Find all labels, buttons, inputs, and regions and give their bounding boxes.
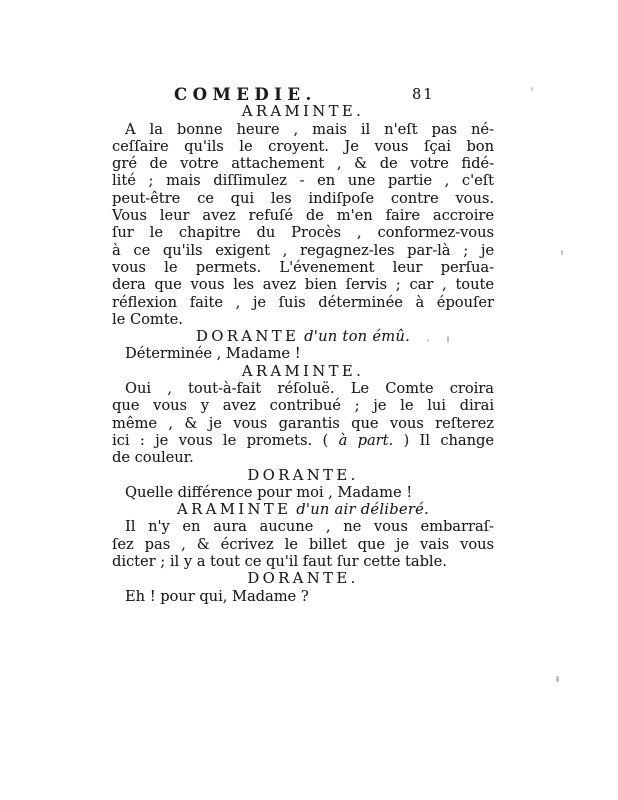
scan-speck [447,336,449,343]
speech-line: même , & je vous garantis que vous reſterez [112,414,494,432]
text-block [112,86,494,605]
stage-direction: d'un ton émû. [299,328,411,346]
speech-line: Vous leur avez refuſé de m'en faire accroire [112,207,494,225]
stage-direction: d'un air déliberé. [291,501,429,519]
speech-line: peut-être ce qui les indiſpoſe contre vous. [112,189,494,207]
speech-line: Eh ! pour qui, Madame ? [125,587,309,605]
speaker-name: DORANTE. [247,466,359,484]
speech-line: Il n'y en aura aucune , ne vous embarraſ- [125,518,494,536]
speech-line: à ce qu'ils exigent , regagnez-les par-là ; je [112,241,494,259]
scan-speck [561,250,563,255]
speaker-name: DORANTE. [247,570,359,588]
scan-speck [531,87,533,91]
running-header [112,86,494,103]
speech-line: lité ; mais diſſimulez - en une partie , c'eſt [112,172,494,190]
speaker-name: ARAMINTE [177,501,292,519]
speech-line: réflexion faite , je ſuis déterminée à épouſer [112,293,494,311]
speaker-name: DORANTE [195,328,300,346]
stage-direction-inline: à part. [338,431,394,449]
scan-speck [427,339,429,342]
speaker-heading [112,467,494,484]
speech-line: gré de votre attachement , & de votre fidé- [112,155,494,173]
running-title: COMEDIE. [174,85,317,104]
speech-line: de couleur. [112,449,194,467]
speech-line: Oui , tout-à-fait réſoluë. Le Comte croira [125,380,494,398]
speech-line: ceſſaire qu'ils le croyent. Je vous ſçai bon [112,137,494,155]
speech-text: ) Il change [393,431,494,449]
speech-line: Déterminée , Madame ! [125,345,301,363]
page-number: 81 [412,87,435,103]
speaker-heading [112,501,494,518]
speech-line [112,432,494,449]
speech-line: le Comte. [112,310,183,328]
play-text [112,103,494,605]
speaker-heading [112,570,494,587]
speech-line: Quelle différence pour moi , Madame ! [125,483,413,501]
speech-line: dicter ; il y a tout ce qu'il faut ſur cette table. [112,553,447,571]
speaker-name: ARAMINTE. [241,103,365,121]
speech-line: ſur le chapitre du Procès , conformez-vous [112,224,494,242]
speech-line: dera que vous les avez bien ſervis ; car , toute [112,276,494,294]
speaker-heading [112,103,494,120]
scan-speck [556,676,559,682]
speaker-heading [112,363,494,380]
speech-line: vous le permets. L'évenement leur perſua- [112,258,494,276]
speech-line: que vous y avez contribué ; je le lui dirai [112,397,494,415]
speech-text: ici : je vous le promets. ( [112,431,339,449]
speaker-heading [112,328,494,345]
speaker-name: ARAMINTE. [241,362,365,380]
speech-line: A la bonne heure , mais il n'eſt pas né- [125,120,494,138]
speech-line: ſez pas , & écrivez le billet que je vais vous [112,535,494,553]
